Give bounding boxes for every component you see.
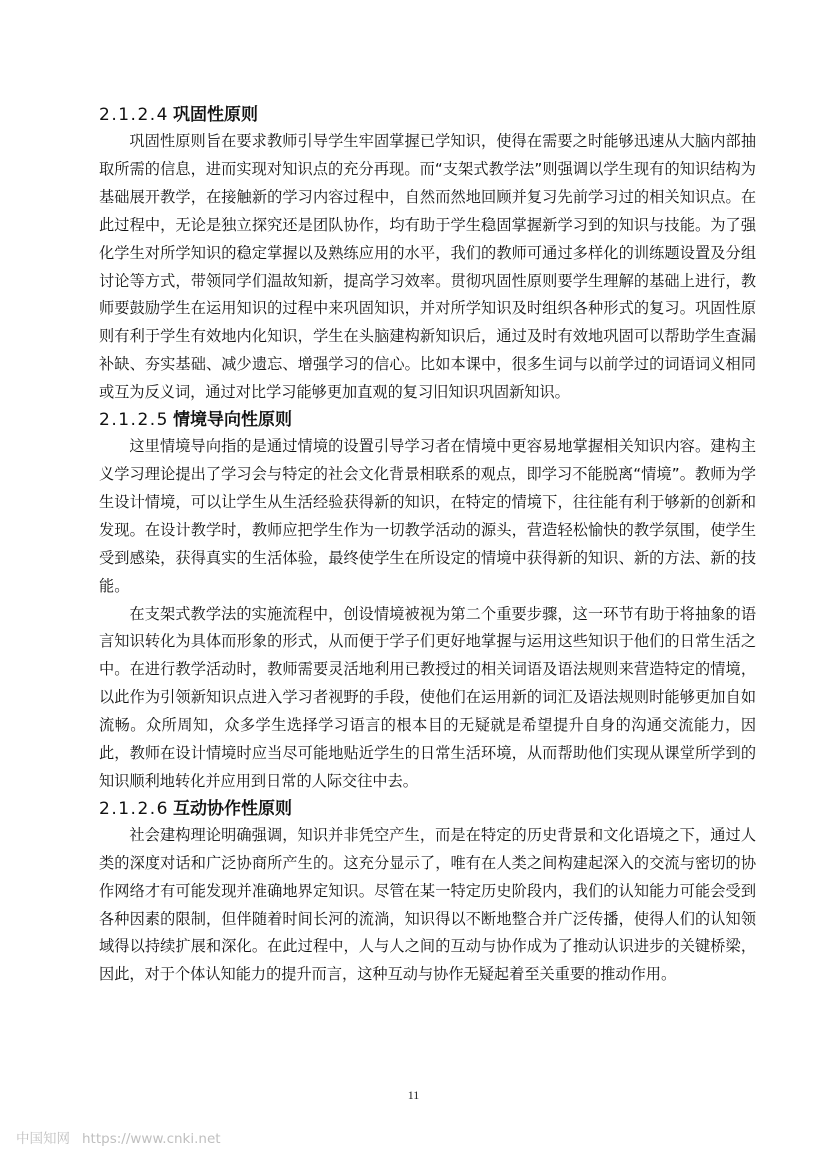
body-paragraph: 社会建构理论明确强调，知识并非凭空产生，而是在特定的历史背景和文化语境之下，通过人类的深度对话和广泛协商所产生的。这充分显示了，唯有在人类之间构建起深入的交流与密切的协作网络才有可能发现并准确地界定知识。尽管在某一特定历史阶段内，我们的认知能力可能会受到各种因素的限制，但伴随着时间长河的流淌，知识得以不断地整合并广泛传播，使得人们的认知领域得以持续扩展和深化。在此过程中，人与人之间的互动与协作成为了推动认识进步的关键桥梁，因此，对于个体认知能力的提升而言，这种互动与协作无疑起着至关重要的推动作用。 xyxy=(99,825,756,984)
body-paragraph: 巩固性原则旨在要求教师引导学生牢固掌握已学知识，使得在需要之时能够迅速从大脑内部抽取所需的信息，进而实现对知识点的充分再现。而“支架式教学法”则强调以学生现有的知识结构为基础展开教学，在接触新的学习内容过程中，自然而然地回顾并复习先前学习过的相关知识点。在此过程中，无论是独立探究还是团队协作，均有助于学生稳固掌握新学习到的知识与技能。为了强化学生对所学知识的稳定掌握以及熟练应用的水平，我们的教师可通过多样化的训练题设置及分组讨论等方式，带领同学们温故知新，提高学习效率。贯彻巩固性原则要学生理解的基础上进行，教师要鼓励学生在运用知识的过程中来巩固知识，并对所学知识及时组织各种形式的复习。巩固性原则有利于学生有效地内化知识，学生在头脑建构新知识后，通过及时有效地巩固可以帮助学生查漏补缺、夯实基础、减少遗忘、增强学习的信心。比如本课中，很多生词与以前学过的词语词义相同或互为反义词，通过对比学习能够更加直观的复习旧知识巩固新知识。 xyxy=(99,132,756,402)
section-title: 巩固性原则 xyxy=(172,105,258,125)
section-number: 2.1.2.4 xyxy=(99,105,169,125)
section-number: 2.1.2.5 xyxy=(99,410,169,431)
section-heading xyxy=(99,796,756,822)
body-paragraph: 在支架式教学法的实施流程中，创设情境被视为第二个重要步骤，这一环节有助于将抽象的语言知识转化为具体而形象的形式，从而便于学子们更好地掌握与运用这些知识于他们的日常生活之中。在进行教学活动时，教师需要灵活地利用已教授过的相关词语及语法规则来营造特定的情境，以此作为引领新知识点进入学习者视野的手段，使他们在运用新的词汇及语法规则时能够更加自如流畅。众所周知，众多学生选择学习语言的根本目的无疑就是希望提升自身的沟通交流能力，因此，教师在设计情境时应当尽可能地贴近学生的日常生活环境，从而帮助他们实现从课堂所学到的知识顺利地转化并应用到日常的人际交往中去。 xyxy=(99,604,756,790)
cnki-watermark xyxy=(16,1127,221,1147)
section-heading xyxy=(99,407,756,433)
section-heading xyxy=(99,102,756,128)
page-number: 11 xyxy=(407,1088,420,1102)
body-paragraph: 这里情境导向指的是通过情境的设置引导学习者在情境中更容易地掌握相关知识内容。建构主义学习理论提出了学习会与特定的社会文化背景相联系的观点，即学习不能脱离“情境”。教师为学生设计情境，可以让学生从生活经验获得新的知识，在特定的情境下，往往能有利于够新的创新和发现。在设计教学时，教师应把学生作为一切教学活动的源头，营造轻松愉快的教学氛围，使学生受到感染，获得真实的生活体验，最终使学生在所设定的情境中获得新的知识、新的方法、新的技能。 xyxy=(99,437,756,595)
watermark-brand: 中国知网 xyxy=(16,1131,70,1147)
section-title: 互动协作性原则 xyxy=(172,798,292,819)
page-content xyxy=(99,102,756,989)
watermark-url: https://www.cnki.net xyxy=(82,1131,221,1147)
section-title: 情境导向性原则 xyxy=(172,410,292,431)
section-number: 2.1.2.6 xyxy=(99,798,169,819)
